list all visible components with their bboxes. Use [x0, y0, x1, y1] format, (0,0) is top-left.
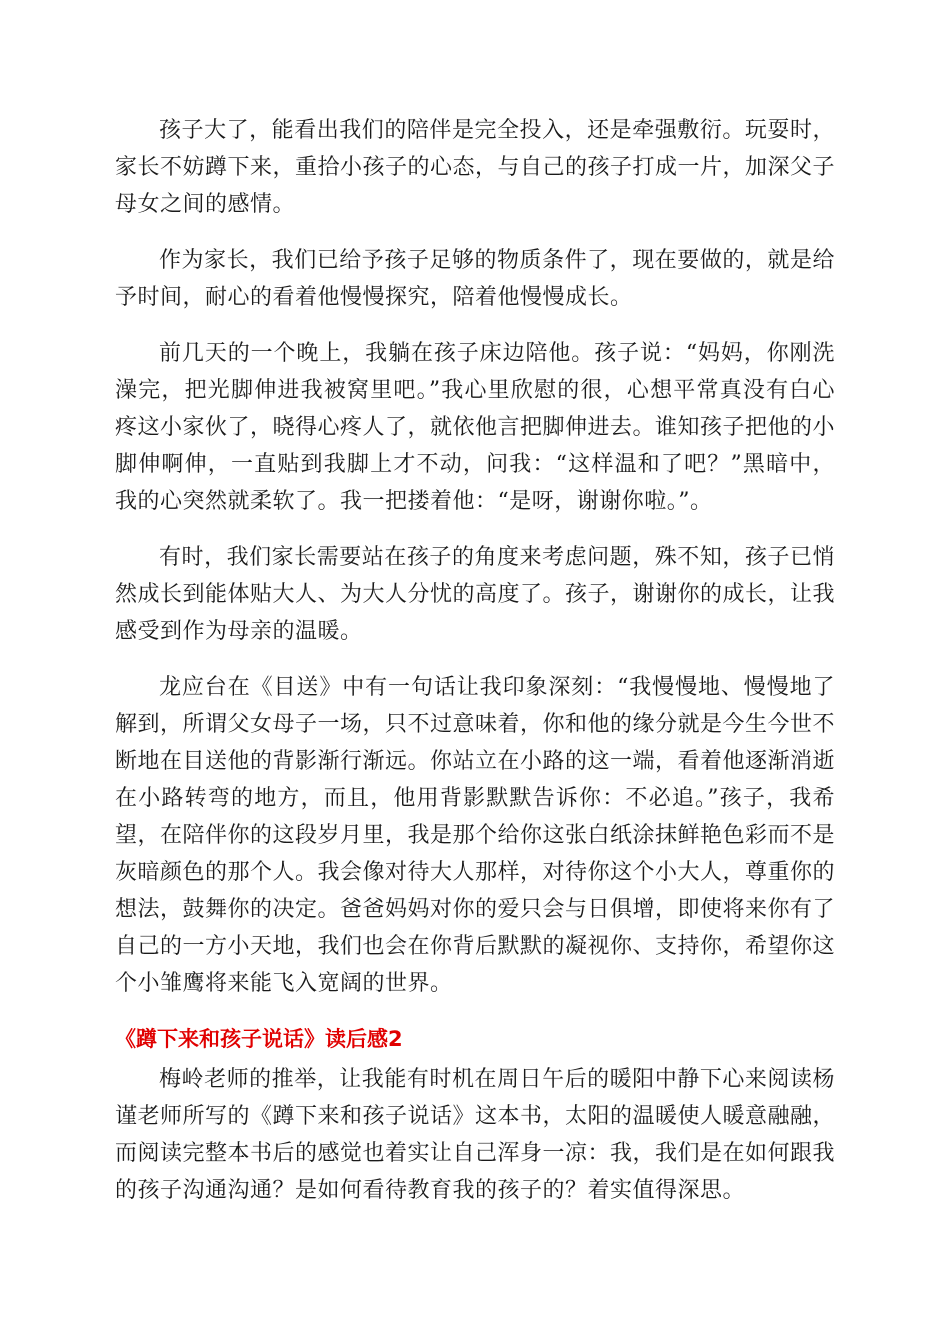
paragraph-3: 前几天的一个晚上，我躺在孩子床边陪他。孩子说：“妈妈，你刚洗澡完，把光脚伸进我被窝里吧。”我心里欣慰的很，心想平常真没有白心疼这小家伙了，晓得心疼人了，就依他言把脚伸进去。谁知孩子把他的小脚伸啊伸，一直贴到我脚上才不动，问我：“这样温和了吧？”黑暗中，我的心突然就柔软了。我一把搂着他：“是呀，谢谢你啦。”。 [115, 341, 836, 514]
document-page [115, 112, 835, 1228]
paragraph-6: 梅岭老师的推举，让我能有时机在周日午后的暖阳中静下心来阅读杨谨老师所写的《蹲下来和孩子说话》这本书，太阳的温暖使人暖意融融，而阅读完整本书后的感觉也着实让自己浑身一凉：我，我们是在如何跟我的孩子沟通沟通？是如何看待教育我的孩子的？着实值得深思。 [115, 1067, 836, 1203]
paragraph-4: 有时，我们家长需要站在孩子的角度来考虑问题，殊不知，孩子已悄然成长到能体贴大人、为大人分忧的高度了。孩子，谢谢你的成长，让我感受到作为母亲的温暖。 [115, 545, 836, 644]
paragraph-2: 作为家长，我们已给予孩子足够的物质条件了，现在要做的，就是给予时间，耐心的看着他慢慢探究，陪着他慢慢成长。 [115, 248, 835, 310]
paragraph-1: 孩子大了，能看出我们的陪伴是完全投入，还是牵强敷衍。玩耍时，家长不妨蹲下来，重拾小孩子的心态，与自己的孩子打成一片，加深父子母女之间的感情。 [115, 118, 836, 217]
section-heading: 《蹲下来和孩子说话》读后感2 [115, 1027, 403, 1051]
paragraph-5: 龙应台在《目送》中有一句话让我印象深刻：“我慢慢地、慢慢地了解到，所谓父女母子一场，只不过意味着，你和他的缘分就是今生今世不断地在目送他的背影渐行渐远。你站立在小路的这一端，看着他逐渐消逝在小路转弯的地方，而且，他用背影默默告诉你：不必追。”孩子，我希望，在陪伴你的这段岁月里，我是那个给你这张白纸涂抹鲜艳色彩而不是灰暗颜色的那个人。我会像对待大人那样，对待你这个小大人，尊重你的想法，鼓舞你的决定。爸爸妈妈对你的爱只会与日俱增，即使将来你有了自己的一方小天地，我们也会在你背后默默的凝视你、支持你，希望你这个小雏鹰将来能飞入宽阔的世界。 [115, 675, 836, 996]
